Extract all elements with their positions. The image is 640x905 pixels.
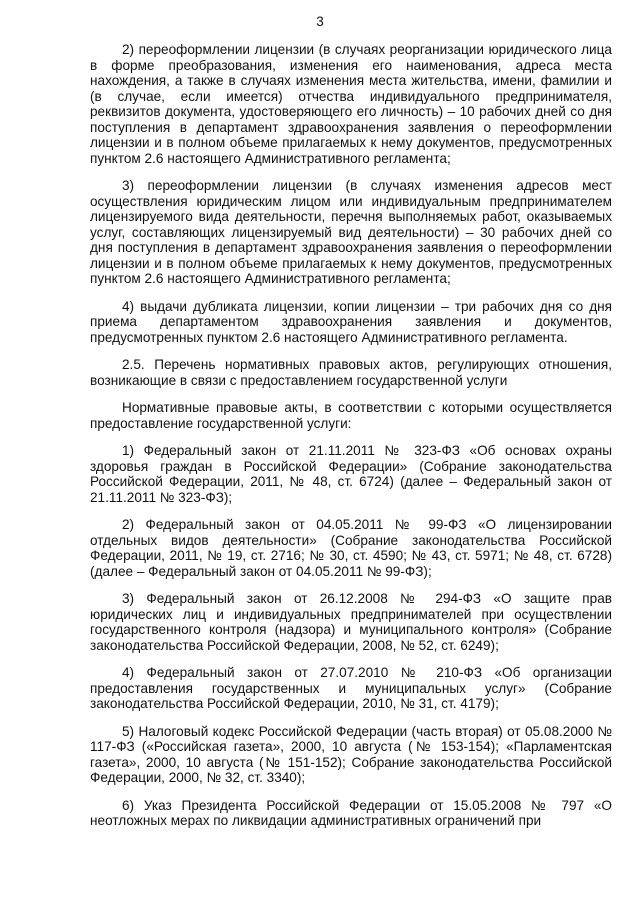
document-body bbox=[90, 42, 612, 829]
paragraph-item-2-reissue-reorganization: 2) переоформлении лицензии (в случаях реорганизации юридического лица в форме преобразования, изменения его наименования, адреса места нахождения, а также в случаях изменения места жительства, имени, фамилии и (в случае, если имеется) отчества индивидуального предпринимателя, реквизитов документа, удостоверяющего его личность) – 10 рабочих дней со дня поступления в департамент здравоохранения заявления о переоформлении лицензии и в полном объеме прилагаемых к нему документов, предусмотренных пунктом 2.6 настоящего Административного регламента; bbox=[90, 42, 612, 166]
page-number: 3 bbox=[316, 14, 324, 29]
list-item-law-323: 1) Федеральный закон от 21.11.2011 № 323-ФЗ «Об основах охраны здоровья граждан в Российской Федерации» (Собрание законодательства Российской Федерации, 2011, № 48, ст. 6724) (далее – Федеральный закон от 21.11.2011 № 323-ФЗ); bbox=[90, 443, 612, 505]
section-heading-2-5: 2.5. Перечень нормативных правовых актов, регулирующих отношения, возникающие в связи с предоставлением государственной услуги bbox=[90, 357, 612, 388]
list-item-law-210: 4) Федеральный закон от 27.07.2010 № 210-ФЗ «Об организации предоставления государственных и муниципальных услуг» (Собрание законодательства Российской Федерации, 2010, № 31, ст. 4179); bbox=[90, 665, 612, 711]
paragraph-normative-acts-intro: Нормативные правовые акты, в соответствии с которыми осуществляется предоставление государственной услуги: bbox=[90, 400, 612, 431]
list-item-law-294: 3) Федеральный закон от 26.12.2008 № 294-ФЗ «О защите прав юридических лиц и индивидуальных предпринимателей при осуществлении государственного контроля (надзора) и муниципального контроля» (Собрание законодательства Российской Федерации, 2008, № 52, ст. 6249); bbox=[90, 591, 612, 653]
paragraph-item-3-reissue-address-change: 3) переоформлении лицензии (в случаях изменения адресов мест осуществления юридическим лицом или индивидуальным предпринимателем лицензируемого вида деятельности, перечня выполняемых работ, оказываемых услуг, составляющих лицензируемый вид деятельности) – 30 рабочих дней со дня поступления в департамент здравоохранения заявления о переоформлении лицензии и в полном объеме прилагаемых к нему документов, предусмотренных пунктом 2.6 настоящего Административного регламента; bbox=[90, 178, 612, 286]
list-item-decree-797: 6) Указ Президента Российской Федерации от 15.05.2008 № 797 «О неотложных мерах по ликвидации административных ограничений при bbox=[90, 797, 612, 828]
paragraph-item-4-duplicate: 4) выдачи дубликата лицензии, копии лицензии – три рабочих дня со дня приема департаментом здравоохранения заявления и документов, предусмотренных пунктом 2.6 настоящего Административного регламента. bbox=[90, 298, 612, 345]
list-item-law-99: 2) Федеральный закон от 04.05.2011 № 99-ФЗ «О лицензировании отдельных видов деятельности» (Собрание законодательства Российской Федерации, 2011, № 19, ст. 2716; № 30, ст. 4590; № 43, ст. 5971; № 48, ст. 6728) (далее – Федеральный закон от 04.05.2011 № 99-ФЗ); bbox=[90, 517, 612, 579]
list-item-tax-code: 5) Налоговый кодекс Российской Федерации (часть вторая) от 05.08.2000 № 117-ФЗ («Российская газета», 2000, 10 августа (№ 153-154); «Парламентская газета», 2000, 10 августа (№ 151-152); Собрание законодательства Российской Федерации, 2000, № 32, ст. 3340); bbox=[90, 723, 612, 785]
